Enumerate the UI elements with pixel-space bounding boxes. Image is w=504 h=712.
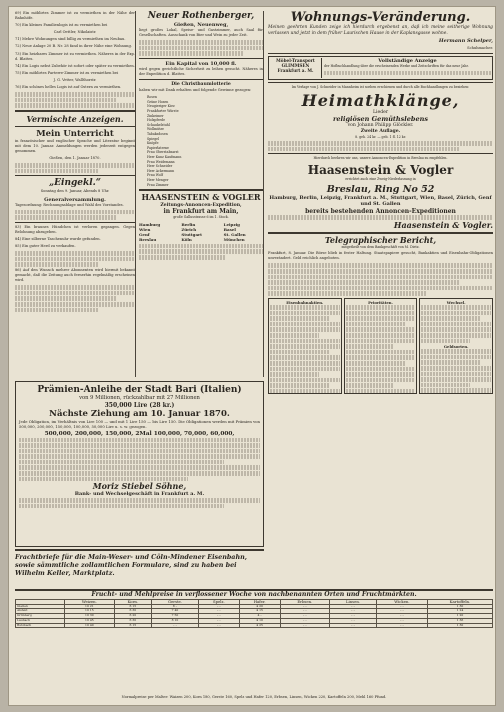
ad-body: haben wir mit Dank erhalten und folgende Gewinne gezogen: [139,88,252,93]
ad-item: 86) Auf den Wunsch mehrer Abonnenten wird hiermit bekannt gemacht, daß die Zeitung auch fernerhin regelmäßig erscheinen wird. [15,268,135,283]
ad-item: 71) Mehre Wohnungen sind billig zu vermiethen im Neubau. [15,37,126,42]
ad-amount: 350,000 Lire (28 kr.) [104,401,175,409]
ad-body: Im Verlage von J. Schneider in Mannheim ist soeben erschienen und durch alle Buchhandlungen zu beziehen: [291,85,470,90]
ad-body: Meinen geehrten Kunden zeige ich hierdurch ergebenst an, daß ich meine seitherige Wohnung verlassen und jetzt in dem früher Laurischen Hause in der Kaplansgasse wohne. [268,25,493,36]
city-item: Köln [181,236,192,242]
market-row-label: Gießen [16,604,65,609]
gift-list-item: Neugieriger Kiez [147,104,175,109]
stock-box-title: Prioritäten. [368,299,393,305]
ad-headline: Haasenstein & Vogler [307,162,454,177]
market-row-label: Alsfeld [16,609,65,614]
ad-body: Tagesordnung: Rechnungsablage und Wahl des Vorstandes. [15,202,124,207]
market-cell: 10 15 [65,609,115,614]
ad-headline: Breslau, Ring No 52 [326,183,435,195]
city-item: Hamburg [139,221,161,227]
ad-agency-sub: Bank- und Wechselgeschäft in Frankfurt a. M. [74,491,205,498]
market-cell: – – [377,614,428,619]
gift-list-item: Herr Menger [147,177,169,182]
moebel-transport-ad [268,56,493,80]
market-cell: 4 20 [239,604,280,609]
ad-headline: Die Christbaumlotterie [171,82,231,88]
market-column-header: Wicken. [377,600,428,605]
ad-draw-date: Nächste Ziehung am 10. Januar 1870. [49,408,230,419]
ad-item: 76) Ein schönes helles Logis ist auf Ostern zu vermiethen. [15,85,122,90]
ad-item: 69) Ein möblirtes Zimmer ist zu vermiethen in der Nähe der Bahnhöfe. [15,11,135,21]
market-column-header: Kartoffeln. [427,600,492,605]
ad-headline: Heimathklänge, [301,90,460,110]
gift-list-item: Papierlaterne [147,145,169,150]
market-column-header: Spelz. [199,600,240,605]
market-cell: – – [330,604,377,609]
ad-edition: Zweite Auflage. [360,128,401,134]
market-cell: – – [330,614,377,619]
ad-item: 73) Ein heizbares Zimmer ist zu vermiethen. Näheres in der Exp. d. Blattes. [15,51,135,61]
market-cell: – – [199,614,240,619]
ad-signature: Carl Oettler, Nikolaistr. [53,30,97,35]
ad-cities: Hamburg, Berlin, Leipzig, Frankfurt a. M., Stuttgart, Wien, Basel, Zürich, Genf und St. Gallen [269,194,492,208]
ad-subheadline: Lieder [372,109,389,115]
ad-item: 72) Neue Anlage 20 B. Nr. 28 fand in ihrer Nähe eine Wohnung. [15,44,132,49]
gift-list-item: Wollmütze [147,127,164,132]
ad-logo-text: Möbel-Transport GLIMMSEN Frankfurt a. M. [270,58,322,78]
market-cell: 1 30 [427,604,492,609]
ad-body: Frachtbriefe für die Main-Weser- und Cöln-Mindener Eisenbahn, sowie sämmtliche zollamtlichen Formulare, sind zu haben bei Wilhelm Keller, Marktplatz. [15,553,247,578]
market-cell: – – [377,609,428,614]
city-item: Breslau [139,236,157,242]
city-list [139,222,263,242]
ad-body: Jede Obligation, im Verhältnis von Lire 100 — und mit 1 Lire 150 — bis Lire 150. Die Obligationen werden mit Prämien von 500,000, 200,000, 150,000, 100,000, 50,000 Lire u. s. w. gezogen. [19,418,260,429]
ad-agency: Moriz Stiebel Söhne, [92,481,187,492]
gift-list-item: Frau Weidemann [147,159,175,164]
market-cell: – – [330,623,377,628]
market-cell: 6 30 [114,609,151,614]
market-column-header: Korn. [114,600,151,605]
market-title: Frucht- und Mehlpreise in verflossener Woche von nachbenannten Orten und Fruchtmärkten. [91,591,417,598]
middle-column [139,11,264,377]
market-cell: 4 10 [239,618,280,623]
market-cell: 6 15 [114,623,151,628]
market-column-header: Erbsen. [280,600,329,605]
market-row-label: Grünberg [16,614,65,619]
city-item: Wien [139,226,151,232]
right-column [268,11,493,551]
market-cell: 4 – [239,614,280,619]
gift-list-item: Herr Schneider [147,164,173,169]
ad-signature: Hermann Schelper, [438,38,493,44]
market-cell: 4 25 [239,623,280,628]
ad-subheadline: Gießen, Neuenweg, [173,22,229,28]
market-cell: 10 21 [65,604,115,609]
ad-headline: Wohnungs-Veränderung. [290,11,471,25]
gift-list-item: Herr Ackermann [147,168,175,173]
ad-headline: Prämien-Anleihe der Stadt Bari (Italien) [37,385,242,395]
market-cell: – – [151,623,198,628]
report-subheadline: mitgetheilt von dem Bankgeschäft von M. Dietz. [341,244,420,249]
market-cell: – – [280,618,329,623]
ad-headline: Mein Unterricht [36,128,114,139]
ad-headline: Neuer Rothenberger, [147,11,255,21]
ad-body: errichtet auch eine Zweig-Niederlassung in [345,176,416,181]
market-column-header: Weizen. [65,600,115,605]
ad-item: 74) Ein Logis nebst Zubehör ist sofort oder später zu vermiethen. [15,63,135,68]
market-footer: Normalpreise per Malter: Waizen 200, Korn 180, Gerste 160, Spelz und Hafer 120, Erbsen, Linsen, Wicken 220, Kartoffeln 200, Mehl 160 Pfund. [121,695,387,699]
market-prices [15,589,493,693]
market-table-body [16,604,493,628]
ad-body: in französischer und englischer Sprache und Literatur beginnt mit dem 10. Januar. Anmeldungen werden jederzeit entgegen genommen. [15,138,135,154]
ad-subheadline: von 9 Millionen, rückzahlbar mit 27 Millionen [79,395,200,401]
ad-subheadline: Zeitungs-Annoncen-Expedition, [160,202,242,208]
ad-subheadline: in Frankfurt am Main, [163,208,239,216]
stock-box-title: Geldsorten. [443,344,469,350]
market-cell: 8 10 [151,618,198,623]
ad-body: Sonntag den 9. Januar, Abends 8 Uhr. [40,189,110,194]
market-cell: 7 40 [151,609,198,614]
market-row-label: Laubach [16,618,65,623]
gift-list-item: Frau Wolf [147,173,163,178]
market-cell: – – [330,609,377,614]
stock-box [268,298,342,394]
ad-headline: Vollständige Anzeige [378,58,437,65]
ad-signature: Gießen, den 1. Januar 1870. [49,156,101,161]
market-cell: 10 45 [65,618,115,623]
city-item: Stuttgart [181,231,203,237]
market-cell: – – [199,609,240,614]
gift-list-item: Frau Oberstabsarzt [147,150,179,155]
market-row-label: Butzbach [16,623,65,628]
ad-item: 85) Ein guter Herd zu verkaufen. [15,244,76,249]
ad-signature: J. G. Vetter, Wallthorstr. [53,77,97,82]
ad-headline: „Eingekl.“ [49,178,101,189]
ad-item: 70) Ein kleines Familienlogis ist zu vermiethen bei [15,23,108,28]
market-cell: 6 15 [114,604,151,609]
market-cell: – – [280,614,329,619]
ad-address: große Gallusstrasse 6 im 1. Stock. [173,215,229,220]
frachtbriefe-ad [15,549,264,587]
stock-report-grid [268,298,493,394]
gift-list-item: Rosen [147,95,157,100]
gift-list-item: Zinkeimer [147,113,164,118]
section-title: Vermischte Anzeigen. [26,113,124,124]
market-cell: – – [280,609,329,614]
stock-box-title: Eisenbahnaktien. [286,299,324,305]
market-cell: 1 36 [427,618,492,623]
market-cell: 10 40 [65,623,115,628]
gift-list-item: Schaukelstuhl [147,122,170,127]
city-item: Berlin [181,221,196,227]
market-cell: 4 15 [239,609,280,614]
ad-item: 84) Eine silberne Taschenuhr wurde gefunden. [15,237,101,242]
stock-box [344,298,418,394]
city-item: Genf [139,231,150,237]
bari-loan-ad [15,381,264,547]
market-cell: – – [199,604,240,609]
gift-list-item: Frankfurter Würste [147,109,179,114]
report-body: Frankfurt, 8. Januar. Die Börse blieb in fester Haltung. Staatspapiere gesucht, Bankaktien und Eisenbahn-Obligationen unverändert. Geld reichlich angeboten. [268,251,493,261]
market-table [15,599,493,628]
ad-author: von Johann Philipp Glöckler. [347,123,414,129]
market-cell: 10 30 [65,614,115,619]
market-cell: 6 20 [114,614,151,619]
city-item: Basel [223,226,236,232]
market-cell: – – [377,618,428,623]
market-column-header: Gerste. [151,600,198,605]
gift-list-item: Knöpfe [147,141,159,146]
market-column-header: Hafer. [239,600,280,605]
market-cell: 8 – [151,604,198,609]
newspaper-page [8,6,496,706]
ad-headline: Ein Kapital von 10,000 fl. [165,60,237,67]
ad-headline: Generalversammlung. [44,196,106,203]
ad-body: bereits bestehenden Annoncen-Expeditionen [305,207,456,215]
market-cell: – – [199,623,240,628]
ad-item: 75) Ein möblirtes Parterre-Zimmer ist zu vermiethen bei [15,70,119,75]
ad-body: liegt großes Lokal, Speise- und Gastzimmer, auch Saal für Gesellschaften. Ausschank von Bier und Wein zu jeder Zeit. [139,28,263,38]
market-cell: 1 20 [427,614,492,619]
market-cell: – – [330,618,377,623]
market-cell: – – [199,618,240,623]
stock-box-title: Wechsel. [446,299,466,305]
gift-list-item: Tabaksdosen [147,132,168,136]
ad-signature-sub: Schuhmacher. [467,46,493,51]
market-column-header: Linsen. [330,600,377,605]
ad-body: wird gegen gerichtliche Sicherheit zu leihen gesucht. Näheres in der Expedition d. Blattes. [139,66,263,77]
ad-price: 8. geh. 24 kr. — geb. 1 fl. 12 kr. [355,134,406,139]
ad-prices: 500,000, 200,000, 150,000, 2Mal 100,000, 70,000, 60,000, [44,430,235,437]
stock-box [419,298,493,394]
city-item: Leipzig [223,221,240,227]
gift-list-item: Spiegel [147,136,160,141]
ad-signature: Haasenstein & Vogler. [393,219,493,230]
city-item: St. Gallen [223,231,246,237]
city-item: Zürich [181,226,197,232]
gift-list-item: Frau Zimmer [147,182,169,187]
market-row [16,623,493,628]
ad-headline: HAASENSTEIN & VOGLER [141,192,261,203]
ad-subheadline: religiösen Gemüthslebens [333,115,428,124]
gift-list-item: Grüne Hosen [147,99,169,104]
gift-list-item: Herr Kunz Kaufmann [147,154,182,159]
market-cell: – – [377,623,428,628]
report-headline: Telegraphischer Bericht, [324,234,437,245]
gift-list [139,95,263,187]
ad-body: Hierdurch beehren wir uns, unsere Annoncen-Expedition in Breslau zu empfehlen. [313,156,448,161]
gift-list-item: Holzpferde [147,118,165,123]
market-cell: – – [377,604,428,609]
market-cell: 7 50 [151,614,198,619]
left-column [15,11,136,377]
market-cell: 1 24 [427,609,492,614]
market-cell: 6 30 [114,618,151,623]
ad-body: der Hofbuchhandlung über die erscheinenden Werke und Zeitschriften für das neue Jahr. [324,64,469,69]
city-item: München [223,236,245,242]
market-cell: – – [280,604,329,609]
market-cell: – – [280,623,329,628]
ad-item: 83) Ein braunes Hündchen ist verloren gegangen. Gegen Belohnung abzugeben. [15,224,135,234]
market-cell: 1 30 [427,623,492,628]
